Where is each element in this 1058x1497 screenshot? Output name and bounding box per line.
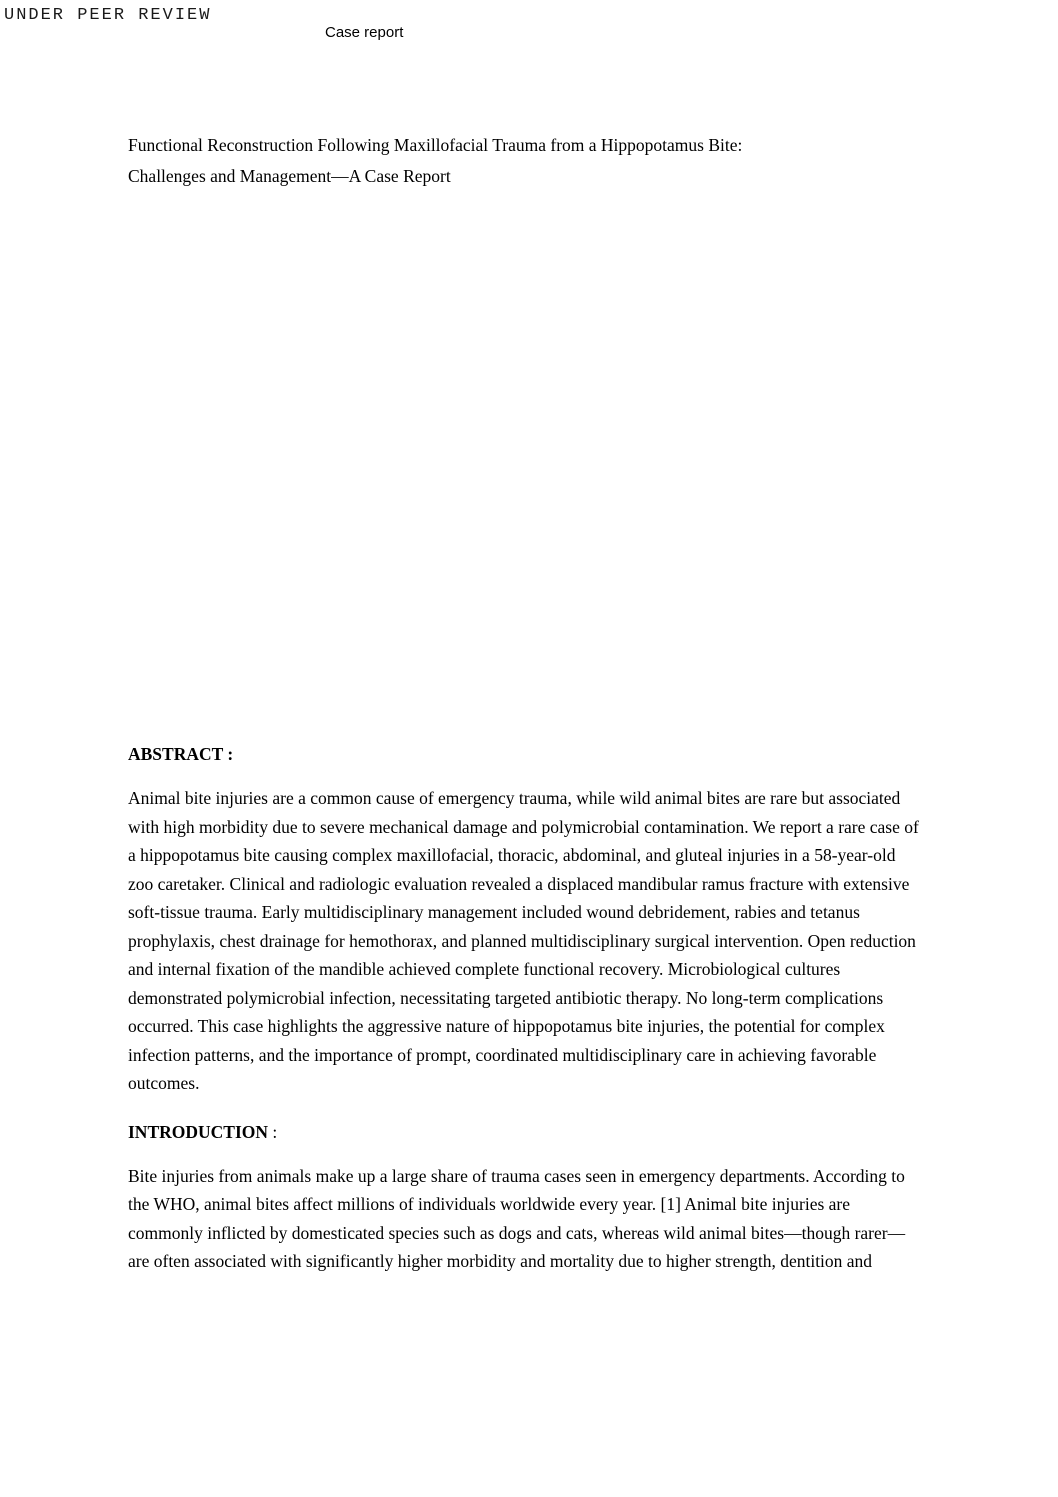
paper-title [128,130,923,192]
abstract-heading [128,740,923,768]
paper-title-line2: Challenges and Management—A Case Report [128,166,451,186]
manuscript-content [128,130,923,1276]
introduction-heading-text: INTRODUCTION [128,1121,269,1142]
paper-title-line1: Functional Reconstruction Following Maxillofacial Trauma from a Hippopotamus Bite: [128,135,743,155]
peer-review-watermark: UNDER PEER REVIEW [4,6,212,25]
abstract-heading-text: ABSTRACT : [128,744,234,764]
introduction-heading-suffix: : [268,1121,278,1142]
abstract-paragraph: Animal bite injuries are a common cause of emergency trauma, while wild animal bites are rare but associated with high morbidity due to severe mechanical damage and polymicrobial contamination. We report a rare case of a hippopotamus bite causing complex maxillofacial, thoracic, abdominal, and gluteal injuries in a 58-year-old zoo caretaker. Clinical and radiologic evaluation revealed a displaced mandibular ramus fracture with extensive soft-tissue trauma. Early multidisciplinary management included wound debridement, rabies and tetanus prophylaxis, chest drainage for hemothorax, and planned multidisciplinary surgical intervention. Open reduction and internal fixation of the mandible achieved complete functional recovery. Microbiological cultures demonstrated polymicrobial infection, necessitating targeted antibiotic therapy. No long-term complications occurred. This case highlights the aggressive nature of hippopotamus bite injuries, the potential for complex infection patterns, and the importance of prompt, coordinated multidisciplinary care in achieving favorable outcomes. [128,788,919,1093]
introduction-heading [128,1118,923,1146]
abstract-section [128,740,923,1098]
introduction-section [128,1118,923,1276]
introduction-paragraph: Bite injuries from animals make up a large share of trauma cases seen in emergency departments. According to the WHO, animal bites affect millions of individuals worldwide every year. [1] Animal bite injuries are commonly inflicted by domesticated species such as dogs and cats, whereas wild animal bites—though rarer—are often associated with significantly higher morbidity and mortality due to higher strength, dentition and [128,1165,906,1271]
doc-type-label: Case report [325,24,404,41]
